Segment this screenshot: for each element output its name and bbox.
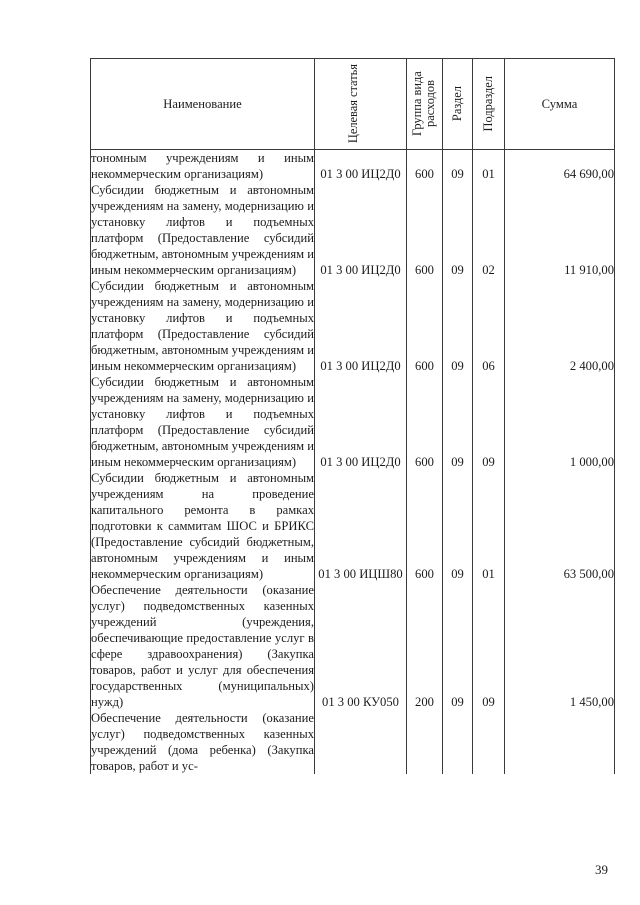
table-header	[91, 59, 615, 150]
header-name: Наименование	[91, 59, 315, 150]
row-group: 600	[407, 182, 443, 278]
row-section	[443, 710, 473, 774]
row-section: 09	[443, 470, 473, 582]
row-subsection: 09	[473, 374, 505, 470]
row-section: 09	[443, 582, 473, 710]
row-name: Обеспечение деятельности (оказание услуг) подведомственных казенных учреждений (дома ребенка) (Закупка товаров, работ и ус-	[91, 711, 314, 773]
table-row	[91, 374, 615, 470]
header-subsection: Подраздел	[473, 59, 505, 150]
row-amount: 11 910,00	[505, 182, 615, 278]
row-target: 01 3 00 ИЦ2Д0	[315, 278, 407, 374]
row-section: 09	[443, 374, 473, 470]
budget-table	[90, 58, 615, 774]
row-group: 600	[407, 374, 443, 470]
table-row	[91, 710, 615, 774]
row-group	[407, 710, 443, 774]
row-subsection: 01	[473, 470, 505, 582]
table-row	[91, 582, 615, 710]
row-name: Обеспечение деятельности (оказание услуг) подведомственных казенных учреждений (учреждения, обеспечивающие предоставление услуг в сфере здравоохранения) (Закупка товаров, работ и услуг для обеспечения государственных (муниципальных) нужд)	[91, 583, 314, 709]
table-body	[91, 150, 615, 775]
row-subsection: 09	[473, 582, 505, 710]
row-amount: 64 690,00	[505, 150, 615, 183]
row-name: тономным учреждениям и иным некоммерческим организациям)	[91, 151, 314, 181]
row-target: 01 3 00 ИЦШ80	[315, 470, 407, 582]
row-group: 200	[407, 582, 443, 710]
row-name: Субсидии бюджетным и автономным учреждениям на замену, модернизацию и установку лифтов и подъемных платформ (Предоставление субсидий бюджетным, автономным учреждениям и иным некоммерческим организациям)	[91, 183, 314, 277]
row-name: Субсидии бюджетным и автономным учреждениям на замену, модернизацию и установку лифтов и подъемных платформ (Предоставление субсидий бюджетным, автономным учреждениям и иным некоммерческим организациям)	[91, 279, 314, 373]
row-target	[315, 710, 407, 774]
row-subsection: 06	[473, 278, 505, 374]
row-section: 09	[443, 150, 473, 183]
row-amount: 63 500,00	[505, 470, 615, 582]
table-row	[91, 150, 615, 183]
row-group: 600	[407, 470, 443, 582]
row-target: 01 3 00 ИЦ2Д0	[315, 182, 407, 278]
row-group: 600	[407, 150, 443, 183]
row-name: Субсидии бюджетным и автономным учреждениям на проведение капитального ремонта в рамках подготовки к саммитам ШОС и БРИКС (Предоставление субсидий бюджетным, автономным учреждениям и иным некоммерческим организациям)	[91, 471, 314, 581]
row-amount: 2 400,00	[505, 278, 615, 374]
header-amount: Сумма	[505, 59, 615, 150]
row-section: 09	[443, 278, 473, 374]
header-target: Целевая статья	[315, 59, 407, 150]
row-subsection: 01	[473, 150, 505, 183]
row-section: 09	[443, 182, 473, 278]
header-section: Раздел	[443, 59, 473, 150]
row-target: 01 3 00 ИЦ2Д0	[315, 150, 407, 183]
row-group: 600	[407, 278, 443, 374]
row-amount: 1 450,00	[505, 582, 615, 710]
header-group: Группа вида расходов	[407, 59, 443, 150]
row-amount	[505, 710, 615, 774]
row-target: 01 3 00 ИЦ2Д0	[315, 374, 407, 470]
table-row	[91, 470, 615, 582]
row-subsection	[473, 710, 505, 774]
row-amount: 1 000,00	[505, 374, 615, 470]
row-subsection: 02	[473, 182, 505, 278]
row-target: 01 3 00 КУ050	[315, 582, 407, 710]
table-row	[91, 182, 615, 278]
table-row	[91, 278, 615, 374]
row-name: Субсидии бюджетным и автономным учреждениям на замену, модернизацию и установку лифтов и подъемных платформ (Предоставление субсидий бюджетным, автономным учреждениям и иным некоммерческим организациям)	[91, 375, 314, 469]
page-number: 39	[595, 862, 608, 877]
